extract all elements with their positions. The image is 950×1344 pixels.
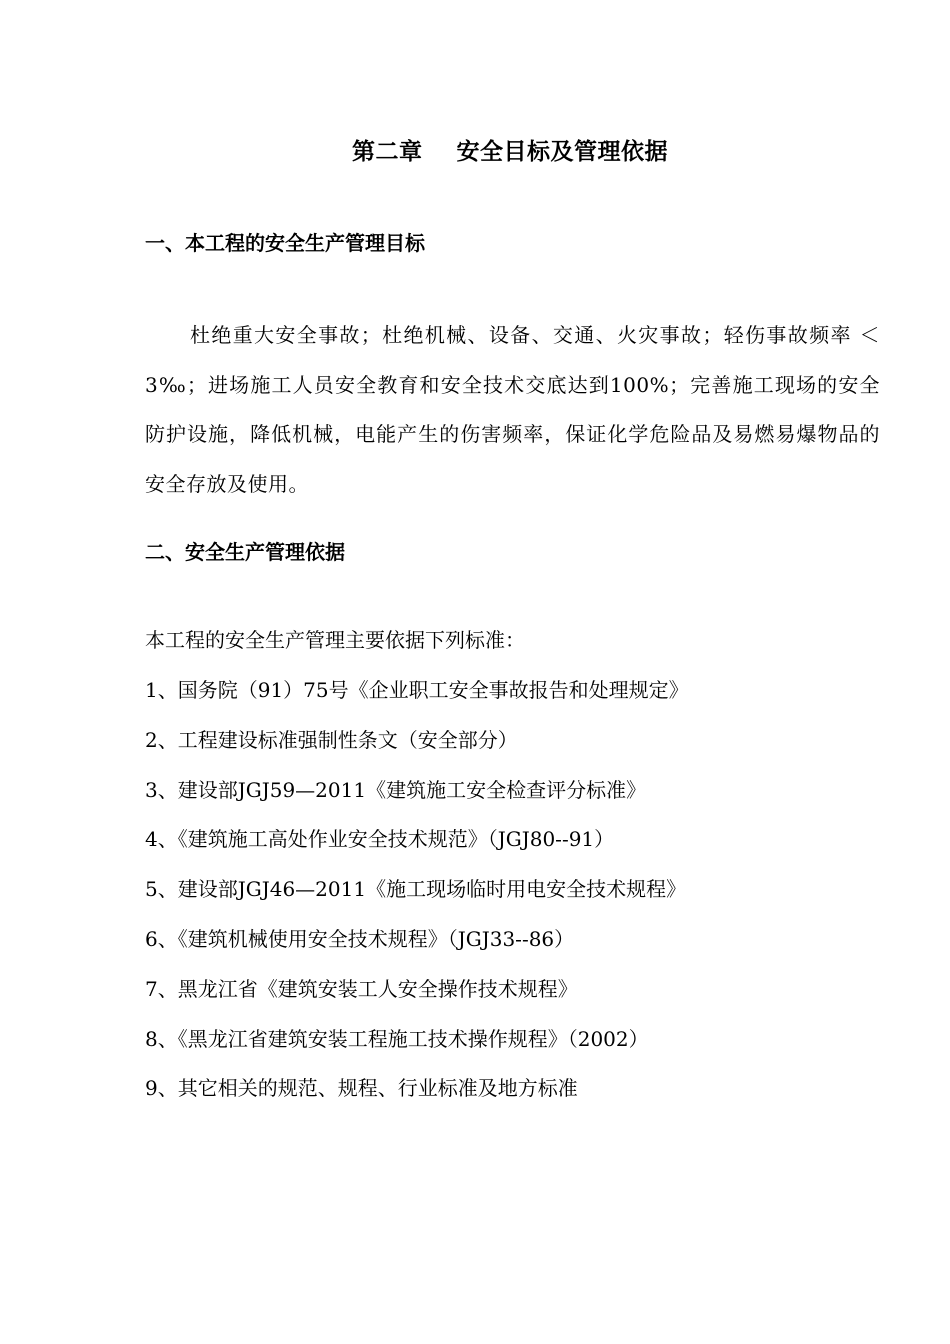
chapter-title: 第二章 安全目标及管理依据 [351,139,669,165]
list-item: 9、其它相关的规范、规程、行业标准及地方标准 [145,1076,578,1101]
section-heading-safety-goals: 一、本工程的安全生产管理目标 [145,231,425,255]
list-item: 5、建设部JGJ46—2011《施工现场临时用电安全技术规程》 [145,877,687,902]
list-item: 8、《黑龙江省建筑安装工程施工技术操作规程》（2002） [145,1026,649,1051]
list-item: 2、工程建设标准强制性条文（安全部分） [145,727,518,752]
standards-list [145,673,689,1121]
safety-goals-paragraph: 杜绝重大安全事故；杜绝机械、设备、交通、火灾事故；轻伤事故频率 ＜3‰；进场施工人员安全教育和安全技术交底达到100%；完善施工现场的安全防护设施，降低机械，电能产生的伤害频率，保证化学危险品及易燃易爆物品的安全存放及使用。 [145,323,880,496]
section-heading-management-basis: 二、安全生产管理依据 [145,540,345,564]
list-item: 7、黑龙江省《建筑安装工人安全操作技术规程》 [145,976,578,1001]
list-item: 1、国务院（91）75号《企业职工安全事故报告和处理规定》 [145,678,689,702]
list-item: 6、《建筑机械使用安全技术规程》（JGJ33--86） [145,926,575,951]
standards-intro: 本工程的安全生产管理主要依据下列标准： [145,628,525,652]
list-item: 3、建设部JGJ59—2011《建筑施工安全检查评分标准》 [145,777,647,802]
list-item: 4、《建筑施工高处作业安全技术规范》（JGJ80--91） [145,827,615,852]
